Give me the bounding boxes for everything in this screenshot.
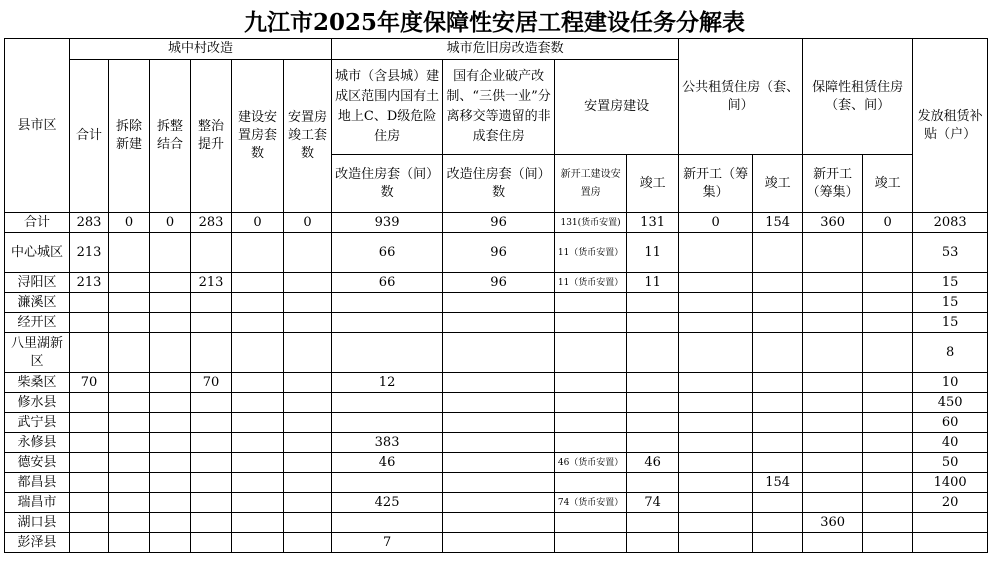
table-cell-arc bbox=[863, 273, 913, 293]
table-cell-arc bbox=[863, 233, 913, 273]
table-cell-dc: 0 bbox=[150, 213, 191, 233]
row-label: 永修县 bbox=[5, 433, 70, 453]
task-table bbox=[4, 38, 988, 553]
table-row bbox=[5, 313, 988, 333]
table-cell-dc bbox=[150, 493, 191, 513]
table-cell-rc bbox=[284, 413, 332, 433]
table-cell-dn bbox=[109, 293, 150, 313]
table-cell-sub: 15 bbox=[913, 313, 988, 333]
table-cell-sub: 10 bbox=[913, 373, 988, 393]
table-cell-rn bbox=[191, 413, 232, 433]
header-demolish-new: 拆除新建 bbox=[109, 60, 150, 213]
table-cell-total: 213 bbox=[70, 233, 109, 273]
table-cell-arn bbox=[803, 413, 863, 433]
table-cell-total bbox=[70, 293, 109, 313]
header-ar-complete: 竣工 bbox=[863, 155, 913, 213]
table-cell-dc bbox=[150, 433, 191, 453]
table-cell-prn: 0 bbox=[679, 213, 753, 233]
table-cell-prn bbox=[679, 313, 753, 333]
header-total: 合计 bbox=[70, 60, 109, 213]
table-cell-nsr bbox=[555, 513, 627, 533]
table-cell-br bbox=[232, 273, 284, 293]
table-cell-cmp bbox=[627, 433, 679, 453]
table-cell-cmp bbox=[627, 533, 679, 553]
table-cell-dn bbox=[109, 533, 150, 553]
table-cell-soe bbox=[443, 433, 555, 453]
table-cell-prn bbox=[679, 473, 753, 493]
table-cell-total bbox=[70, 433, 109, 453]
table-cell-total bbox=[70, 493, 109, 513]
table-cell-arc bbox=[863, 513, 913, 533]
row-label: 都昌县 bbox=[5, 473, 70, 493]
table-cell-cd bbox=[332, 393, 443, 413]
table-cell-cmp bbox=[627, 513, 679, 533]
table-cell-arc bbox=[863, 433, 913, 453]
table-cell-arc bbox=[863, 393, 913, 413]
table-cell-cd: 46 bbox=[332, 453, 443, 473]
header-soe: 国有企业破产改制、“三供一业”分离移交等遗留的非成套住房 bbox=[443, 60, 555, 155]
table-cell-nsr: 11（货币安置） bbox=[555, 273, 627, 293]
table-cell-br bbox=[232, 313, 284, 333]
table-cell-cd: 66 bbox=[332, 273, 443, 293]
table-cell-soe bbox=[443, 493, 555, 513]
table-cell-arc bbox=[863, 293, 913, 313]
table-cell-rn bbox=[191, 433, 232, 453]
table-cell-br bbox=[232, 233, 284, 273]
table-cell-cd bbox=[332, 513, 443, 533]
table-cell-dc bbox=[150, 333, 191, 373]
table-cell-dn bbox=[109, 373, 150, 393]
table-cell-cmp bbox=[627, 333, 679, 373]
table-cell-rc bbox=[284, 293, 332, 313]
table-cell-dn bbox=[109, 313, 150, 333]
table-cell-prn bbox=[679, 493, 753, 513]
table-cell-br bbox=[232, 293, 284, 313]
table-cell-cd bbox=[332, 473, 443, 493]
table-cell-prc bbox=[753, 433, 803, 453]
table-cell-cmp bbox=[627, 473, 679, 493]
table-cell-total bbox=[70, 513, 109, 533]
table-cell-arn bbox=[803, 473, 863, 493]
header-dilapidated: 城市危旧房改造套数 bbox=[332, 39, 679, 60]
table-row bbox=[5, 513, 988, 533]
table-cell-br bbox=[232, 453, 284, 473]
header-new-start-resettle: 新开工建设安置房 bbox=[555, 155, 627, 213]
table-row bbox=[5, 273, 988, 293]
header-pr-complete: 竣工 bbox=[753, 155, 803, 213]
table-cell-total: 213 bbox=[70, 273, 109, 293]
header-pr-new: 新开工（筹集） bbox=[679, 155, 753, 213]
table-cell-cd: 383 bbox=[332, 433, 443, 453]
table-cell-prn bbox=[679, 293, 753, 313]
table-cell-rn bbox=[191, 393, 232, 413]
table-cell-prn bbox=[679, 393, 753, 413]
table-cell-cmp bbox=[627, 293, 679, 313]
table-cell-nsr bbox=[555, 393, 627, 413]
row-label: 修水县 bbox=[5, 393, 70, 413]
row-label: 武宁县 bbox=[5, 413, 70, 433]
header-afford-rent: 保障性租赁住房（套、间） bbox=[803, 39, 913, 155]
header-public-rent: 公共租赁住房（套、间） bbox=[679, 39, 803, 155]
table-row bbox=[5, 533, 988, 553]
row-label: 柴桑区 bbox=[5, 373, 70, 393]
table-cell-prc bbox=[753, 273, 803, 293]
header-renovate-units-1: 改造住房套（间）数 bbox=[332, 155, 443, 213]
table-cell-prc bbox=[753, 453, 803, 473]
table-cell-rc bbox=[284, 373, 332, 393]
table-cell-soe bbox=[443, 293, 555, 313]
table-cell-nsr bbox=[555, 433, 627, 453]
table-cell-prn bbox=[679, 453, 753, 473]
table-cell-sub: 1400 bbox=[913, 473, 988, 493]
table-cell-arn bbox=[803, 313, 863, 333]
table-cell-arn bbox=[803, 373, 863, 393]
table-cell-cmp bbox=[627, 413, 679, 433]
table-row bbox=[5, 473, 988, 493]
table-cell-prn bbox=[679, 273, 753, 293]
table-cell-cd bbox=[332, 413, 443, 433]
table-cell-br bbox=[232, 333, 284, 373]
table-cell-prc bbox=[753, 513, 803, 533]
table-cell-rc bbox=[284, 473, 332, 493]
table-cell-sub: 40 bbox=[913, 433, 988, 453]
table-cell-sub bbox=[913, 513, 988, 533]
header-resettle-complete: 安置房竣工套数 bbox=[284, 60, 332, 213]
table-cell-cmp: 74 bbox=[627, 493, 679, 513]
table-cell-rc bbox=[284, 393, 332, 413]
table-cell-br bbox=[232, 473, 284, 493]
table-row bbox=[5, 453, 988, 473]
table-cell-dn bbox=[109, 473, 150, 493]
table-cell-prc: 154 bbox=[753, 473, 803, 493]
table-cell-rn: 70 bbox=[191, 373, 232, 393]
table-cell-arc bbox=[863, 313, 913, 333]
table-cell-prn bbox=[679, 513, 753, 533]
table-cell-total bbox=[70, 453, 109, 473]
table-cell-sub: 53 bbox=[913, 233, 988, 273]
table-cell-arc bbox=[863, 413, 913, 433]
table-cell-prn bbox=[679, 373, 753, 393]
table-cell-nsr bbox=[555, 333, 627, 373]
table-cell-sub: 15 bbox=[913, 273, 988, 293]
table-cell-arn: 360 bbox=[803, 213, 863, 233]
table-cell-rc bbox=[284, 493, 332, 513]
table-cell-rc bbox=[284, 233, 332, 273]
table-cell-prn bbox=[679, 413, 753, 433]
table-cell-soe: 96 bbox=[443, 233, 555, 273]
table-cell-dn bbox=[109, 233, 150, 273]
table-cell-dn bbox=[109, 433, 150, 453]
table-cell-arc bbox=[863, 453, 913, 473]
table-cell-dc bbox=[150, 413, 191, 433]
table-cell-sub: 60 bbox=[913, 413, 988, 433]
table-cell-dn bbox=[109, 273, 150, 293]
header-subsidy: 发放租赁补贴（户） bbox=[913, 39, 988, 213]
table-cell-sub bbox=[913, 533, 988, 553]
header-build-resettle: 建设安置房套数 bbox=[232, 60, 284, 213]
table-cell-dc bbox=[150, 313, 191, 333]
table-cell-cd: 12 bbox=[332, 373, 443, 393]
table-cell-nsr: 11（货币安置） bbox=[555, 233, 627, 273]
table-cell-rc bbox=[284, 433, 332, 453]
table-cell-soe bbox=[443, 333, 555, 373]
table-cell-br bbox=[232, 413, 284, 433]
table-cell-cmp: 131 bbox=[627, 213, 679, 233]
table-cell-arn bbox=[803, 333, 863, 373]
table-cell-rc bbox=[284, 333, 332, 373]
row-label: 八里湖新区 bbox=[5, 333, 70, 373]
header-renovate-units-2: 改造住房套（间）数 bbox=[443, 155, 555, 213]
table-cell-dn bbox=[109, 413, 150, 433]
table-cell-sub: 20 bbox=[913, 493, 988, 513]
table-cell-sub: 50 bbox=[913, 453, 988, 473]
table-cell-nsr bbox=[555, 373, 627, 393]
table-cell-arc bbox=[863, 533, 913, 553]
table-cell-soe bbox=[443, 513, 555, 533]
table-cell-rc bbox=[284, 313, 332, 333]
table-cell-cmp: 11 bbox=[627, 233, 679, 273]
table-cell-rc: 0 bbox=[284, 213, 332, 233]
header-resettle-build: 安置房建设 bbox=[555, 60, 679, 155]
table-cell-arc: 0 bbox=[863, 213, 913, 233]
table-cell-dc bbox=[150, 233, 191, 273]
row-label: 濂溪区 bbox=[5, 293, 70, 313]
table-cell-total bbox=[70, 333, 109, 373]
table-cell-soe bbox=[443, 533, 555, 553]
table-cell-dn bbox=[109, 333, 150, 373]
table-cell-rn bbox=[191, 333, 232, 373]
table-cell-prn bbox=[679, 333, 753, 373]
table-cell-total bbox=[70, 413, 109, 433]
header-cd-level: 城市（含县城）建成区范围内国有土地上C、D级危险住房 bbox=[332, 60, 443, 155]
table-row bbox=[5, 393, 988, 413]
table-cell-dn: 0 bbox=[109, 213, 150, 233]
table-cell-dc bbox=[150, 513, 191, 533]
table-cell-prc bbox=[753, 313, 803, 333]
table-cell-prc bbox=[753, 413, 803, 433]
table-cell-nsr: 46（货币安置） bbox=[555, 453, 627, 473]
table-cell-nsr bbox=[555, 313, 627, 333]
table-cell-arn bbox=[803, 293, 863, 313]
row-label: 中心城区 bbox=[5, 233, 70, 273]
table-cell-soe bbox=[443, 373, 555, 393]
table-cell-dn bbox=[109, 493, 150, 513]
table-cell-cmp: 11 bbox=[627, 273, 679, 293]
table-cell-rn bbox=[191, 293, 232, 313]
table-row bbox=[5, 293, 988, 313]
table-cell-br bbox=[232, 533, 284, 553]
table-cell-br bbox=[232, 393, 284, 413]
table-cell-cd bbox=[332, 313, 443, 333]
table-cell-rc bbox=[284, 533, 332, 553]
table-cell-nsr bbox=[555, 413, 627, 433]
table-cell-arn bbox=[803, 273, 863, 293]
table-cell-dc bbox=[150, 453, 191, 473]
table-cell-prc bbox=[753, 493, 803, 513]
table-cell-nsr: 74（货币安置） bbox=[555, 493, 627, 513]
table-cell-cd bbox=[332, 293, 443, 313]
table-cell-arn bbox=[803, 533, 863, 553]
row-label: 德安县 bbox=[5, 453, 70, 473]
table-cell-dc bbox=[150, 393, 191, 413]
page-title: 九江市2025年度保障性安居工程建设任务分解表 bbox=[243, 9, 745, 36]
table-cell-rn bbox=[191, 513, 232, 533]
table-cell-prn bbox=[679, 233, 753, 273]
table-cell-prc bbox=[753, 333, 803, 373]
table-cell-dn bbox=[109, 513, 150, 533]
table-cell-cmp: 46 bbox=[627, 453, 679, 473]
table-cell-cmp bbox=[627, 373, 679, 393]
table-cell-total bbox=[70, 473, 109, 493]
table-cell-arc bbox=[863, 373, 913, 393]
table-row bbox=[5, 333, 988, 373]
header-urban-village: 城中村改造 bbox=[70, 39, 332, 60]
table-cell-arc bbox=[863, 333, 913, 373]
table-cell-rc bbox=[284, 513, 332, 533]
table-cell-rn: 283 bbox=[191, 213, 232, 233]
table-cell-prc bbox=[753, 293, 803, 313]
table-cell-nsr: 131(货币安置) bbox=[555, 213, 627, 233]
header-demolish-combine: 拆整结合 bbox=[150, 60, 191, 213]
table-cell-dn bbox=[109, 393, 150, 413]
table-cell-dc bbox=[150, 473, 191, 493]
table-cell-rc bbox=[284, 453, 332, 473]
table-cell-sub: 2083 bbox=[913, 213, 988, 233]
table-cell-br bbox=[232, 513, 284, 533]
row-label: 经开区 bbox=[5, 313, 70, 333]
table-cell-arc bbox=[863, 493, 913, 513]
header-complete: 竣工 bbox=[627, 155, 679, 213]
table-cell-prc bbox=[753, 373, 803, 393]
table-row bbox=[5, 433, 988, 453]
row-label: 瑞昌市 bbox=[5, 493, 70, 513]
table-cell-rn: 213 bbox=[191, 273, 232, 293]
table-cell-rn bbox=[191, 313, 232, 333]
table-cell-sub: 8 bbox=[913, 333, 988, 373]
table-cell-sub: 450 bbox=[913, 393, 988, 413]
table-cell-dc bbox=[150, 373, 191, 393]
table-cell-arn bbox=[803, 433, 863, 453]
row-label: 湖口县 bbox=[5, 513, 70, 533]
table-cell-br bbox=[232, 373, 284, 393]
table-cell-cmp bbox=[627, 313, 679, 333]
table-cell-soe bbox=[443, 313, 555, 333]
table-cell-total bbox=[70, 533, 109, 553]
table-cell-rc bbox=[284, 273, 332, 293]
table-cell-prc bbox=[753, 533, 803, 553]
table-cell-nsr bbox=[555, 533, 627, 553]
table-cell-prn bbox=[679, 533, 753, 553]
table-cell-sub: 15 bbox=[913, 293, 988, 313]
row-label: 浔阳区 bbox=[5, 273, 70, 293]
table-cell-arc bbox=[863, 473, 913, 493]
table-cell-total: 283 bbox=[70, 213, 109, 233]
table-cell-cd: 66 bbox=[332, 233, 443, 273]
table-cell-dc bbox=[150, 273, 191, 293]
table-cell-total bbox=[70, 313, 109, 333]
table-cell-soe: 96 bbox=[443, 273, 555, 293]
table-cell-arn bbox=[803, 493, 863, 513]
table-cell-arn bbox=[803, 453, 863, 473]
table-cell-soe bbox=[443, 413, 555, 433]
table-row bbox=[5, 213, 988, 233]
table-cell-prn bbox=[679, 433, 753, 453]
table-row bbox=[5, 373, 988, 393]
table-cell-arn bbox=[803, 393, 863, 413]
table-cell-cd: 425 bbox=[332, 493, 443, 513]
table-cell-soe bbox=[443, 473, 555, 493]
table-cell-cd: 939 bbox=[332, 213, 443, 233]
table-cell-rn bbox=[191, 453, 232, 473]
table-row bbox=[5, 233, 988, 273]
table-cell-prc bbox=[753, 393, 803, 413]
table-cell-nsr bbox=[555, 473, 627, 493]
table-cell-total bbox=[70, 393, 109, 413]
table-cell-soe bbox=[443, 453, 555, 473]
table-cell-arn: 360 bbox=[803, 513, 863, 533]
table-cell-cd bbox=[332, 333, 443, 373]
table-cell-dc bbox=[150, 533, 191, 553]
table-cell-rn bbox=[191, 473, 232, 493]
table-cell-prc: 154 bbox=[753, 213, 803, 233]
table-cell-rn bbox=[191, 233, 232, 273]
table-cell-br bbox=[232, 493, 284, 513]
table-cell-dn bbox=[109, 453, 150, 473]
table-cell-cmp bbox=[627, 393, 679, 413]
header-renovate: 整治提升 bbox=[191, 60, 232, 213]
header-ar-new: 新开工（筹集） bbox=[803, 155, 863, 213]
table-cell-nsr bbox=[555, 293, 627, 313]
table-cell-cd: 7 bbox=[332, 533, 443, 553]
table-cell-total: 70 bbox=[70, 373, 109, 393]
table-cell-soe: 96 bbox=[443, 213, 555, 233]
table-cell-br: 0 bbox=[232, 213, 284, 233]
row-label: 合计 bbox=[5, 213, 70, 233]
table-cell-dc bbox=[150, 293, 191, 313]
table-cell-soe bbox=[443, 393, 555, 413]
table-cell-arn bbox=[803, 233, 863, 273]
table-cell-rn bbox=[191, 493, 232, 513]
row-label: 彭泽县 bbox=[5, 533, 70, 553]
table-cell-br bbox=[232, 433, 284, 453]
table-row bbox=[5, 493, 988, 513]
table-cell-rn bbox=[191, 533, 232, 553]
header-county: 县市区 bbox=[5, 39, 70, 213]
table-row bbox=[5, 413, 988, 433]
table-cell-prc bbox=[753, 233, 803, 273]
